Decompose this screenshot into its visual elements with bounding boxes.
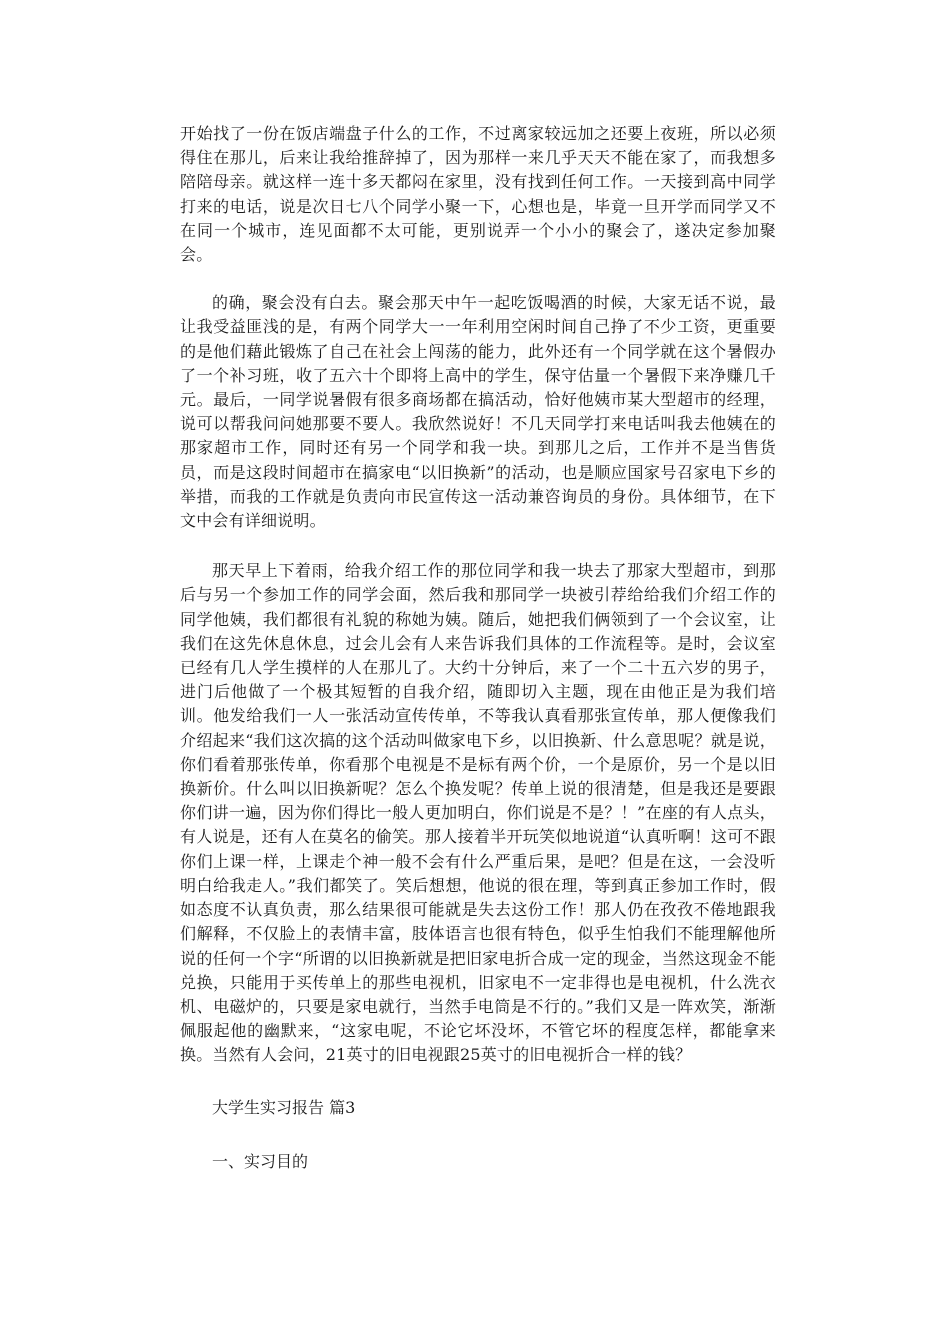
subheading: 一、实习目的 [212,1151,309,1171]
paragraph-2: 的确，聚会没有白去。聚会那天中午一起吃饭喝酒的时候，大家无话不说，最让我受益匪浅的是，有两个同学大一一年利用空闲时间自己挣了不少工资，更重要的是他们藉此锻炼了自己在社会上闯荡的能力，此外还有一个同学就在这个暑假办了一个补习班，收了五六十个即将上高中的学生，保守估量一个暑假下来净赚几千元。最后，一同学说暑假有很多商场都在搞活动，恰好他姨市某大型超市的经理，说可以帮我问问她那要不要人。我欣然说好！不几天同学打来电话叫我去他姨在的那家超市工作，同时还有另一个同学和我一块。到那儿之后，工作并不是当售货员，而是这段时间超市在搞家电“以旧换新”的活动，也是顺应国家号召家电下乡的举措，而我的工作就是负责向市民宣传这一活动兼咨询员的身份。具体细节，在下文中会有详细说明。 [180,293,776,531]
section-heading: 大学生实习报告 篇3 [212,1097,356,1117]
paragraph-3: 那天早上下着雨，给我介绍工作的那位同学和我一块去了那家大型超市，到那后与另一个参加工作的同学会面，然后我和那同学一块被引荐给给我们介绍工作的同学他姨，我们都很有礼貌的称她为姨。随后，她把我们俩领到了一个会议室，让我们在这先休息休息，过会儿会有人来告诉我们具体的工作流程等。是时，会议室已经有几人学生摸样的人在那儿了。大约十分钟后，来了一个二十五六岁的男子，进门后他做了一个极其短暂的自我介绍，随即切入主题，现在由他正是为我们培训。他发给我们一人一张活动宣传传单，不等我认真看那张宣传单，那人便像我们介绍起来“我们这次搞的这个活动叫做家电下乡，以旧换新、什么意思呢？就是说，你们看着那张传单，你看那个电视是不是标有两个价，一个是原价，另一个是以旧换新价。什么叫以旧换新呢？怎么个换发呢？传单上说的很清楚，但是我还是要跟你们讲一遍，因为你们得比一般人更加明白，你们说是不是？！”在座的有人点头，有人说是，还有人在莫名的偷笑。那人接着半开玩笑似地说道“认真听啊！这可不跟你们上课一样，上课走个神一般不会有什么严重后果，是吧？但是在这，一会没听明白给我走人。”我们都笑了。笑后想想，他说的很在理，等到真正参加工作时，假如态度不认真负责，那么结果很可能就是失去这份工作！那人仍在孜孜不倦地跟我们解释，不仅脸上的表情丰富，肢体语言也很有特色，似乎生怕我们不能理解他所说的任何一个字“所谓的以旧换新就是把旧家电折合成一定的现金，当然这现金不能兑换，只能用于买传单上的那些电视机，旧家电不一定非得也是电视机，什么洗衣机、电磁炉的，只要是家电就行，当然手电筒是不行的。”我们又是一阵欢笑，渐渐佩服起他的幽默来，“这家电呢，不论它坏没坏，不管它坏的程度怎样，都能拿来换。当然有人会问，21英寸的旧电视跟25英寸的旧电视折合一样的钱？ [180,561,776,1065]
document-page [180,122,776,1174]
paragraph-1: 开始找了一份在饭店端盘子什么的工作，不过离家较远加之还要上夜班，所以必须得住在那儿，后来让我给推辞掉了，因为那样一来几乎天天不能在家了，而我想多陪陪母亲。就这样一连十多天都闷在家里，没有找到任何工作。一天接到高中同学打来的电话，说是次日七八个同学小聚一下，心想也是，毕竟一旦开学而同学又不在同一个城市，连见面都不太可能，更别说弄一个小小的聚会了，遂决定参加聚会。 [180,124,776,265]
